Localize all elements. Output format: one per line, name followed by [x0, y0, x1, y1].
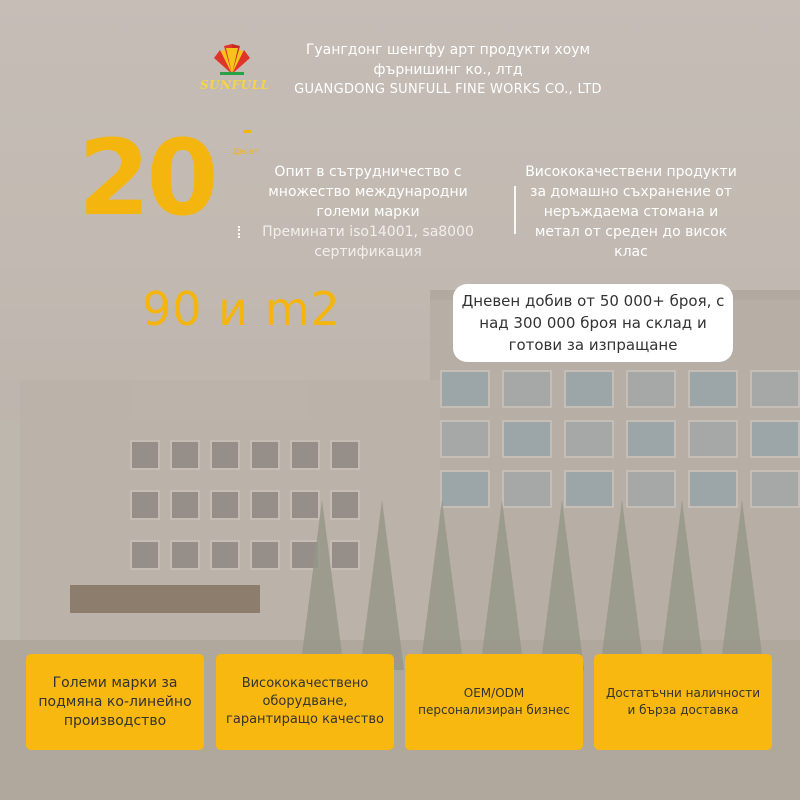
years-unit: Десет	[233, 147, 259, 156]
dotted-divider	[238, 226, 242, 238]
quality-text: Висококачествени продукти за домашно съхранение от неръждаема стомана и метал от среден до висок клас	[525, 164, 737, 260]
feature-card-label: Висококачествено оборудване, гарантиращо качество	[226, 676, 384, 727]
feature-card-label: Достатъчни наличности и бърза доставка	[605, 686, 760, 717]
feature-card-equipment	[216, 654, 394, 750]
cooperation-block	[252, 162, 484, 262]
vertical-divider	[514, 186, 516, 234]
certification-text: Преминати iso14001, sa8000 сертификация	[262, 224, 474, 260]
company-name-en: GUANGDONG SUNFULL FINE WORKS CO., LTD	[294, 82, 602, 97]
feature-card-brands	[26, 654, 204, 750]
logo-wordmark: SUNFULL	[200, 78, 270, 92]
company-name-bg-line2: фърнишинг ко., лтд	[373, 62, 523, 78]
daily-output-bubble	[453, 284, 733, 362]
daily-output-text: Дневен добив от 50 000+ броя, с над 300 000 броя на склад и готови за изпращане	[461, 292, 725, 354]
feature-card-label: OEM/ODM персонализиран бизнес	[418, 686, 570, 717]
years-number: 20	[78, 117, 215, 239]
feature-card-stock-delivery	[594, 654, 772, 750]
area-value: 90 и m2	[142, 282, 341, 336]
company-name-bg-line1: Гуангдонг шенгфу арт продукти хоум	[305, 42, 591, 58]
feature-card-oem-odm	[405, 654, 583, 750]
sunflower-logo-icon	[212, 44, 252, 78]
years-dash	[243, 130, 251, 133]
company-name	[278, 40, 618, 100]
sunfull-logo	[200, 44, 270, 100]
feature-card-label: Големи марки за подмяна ко-линейно производство	[38, 674, 192, 729]
cooperation-text: Опит в сътрудничество с множество международни големи марки	[268, 164, 468, 220]
